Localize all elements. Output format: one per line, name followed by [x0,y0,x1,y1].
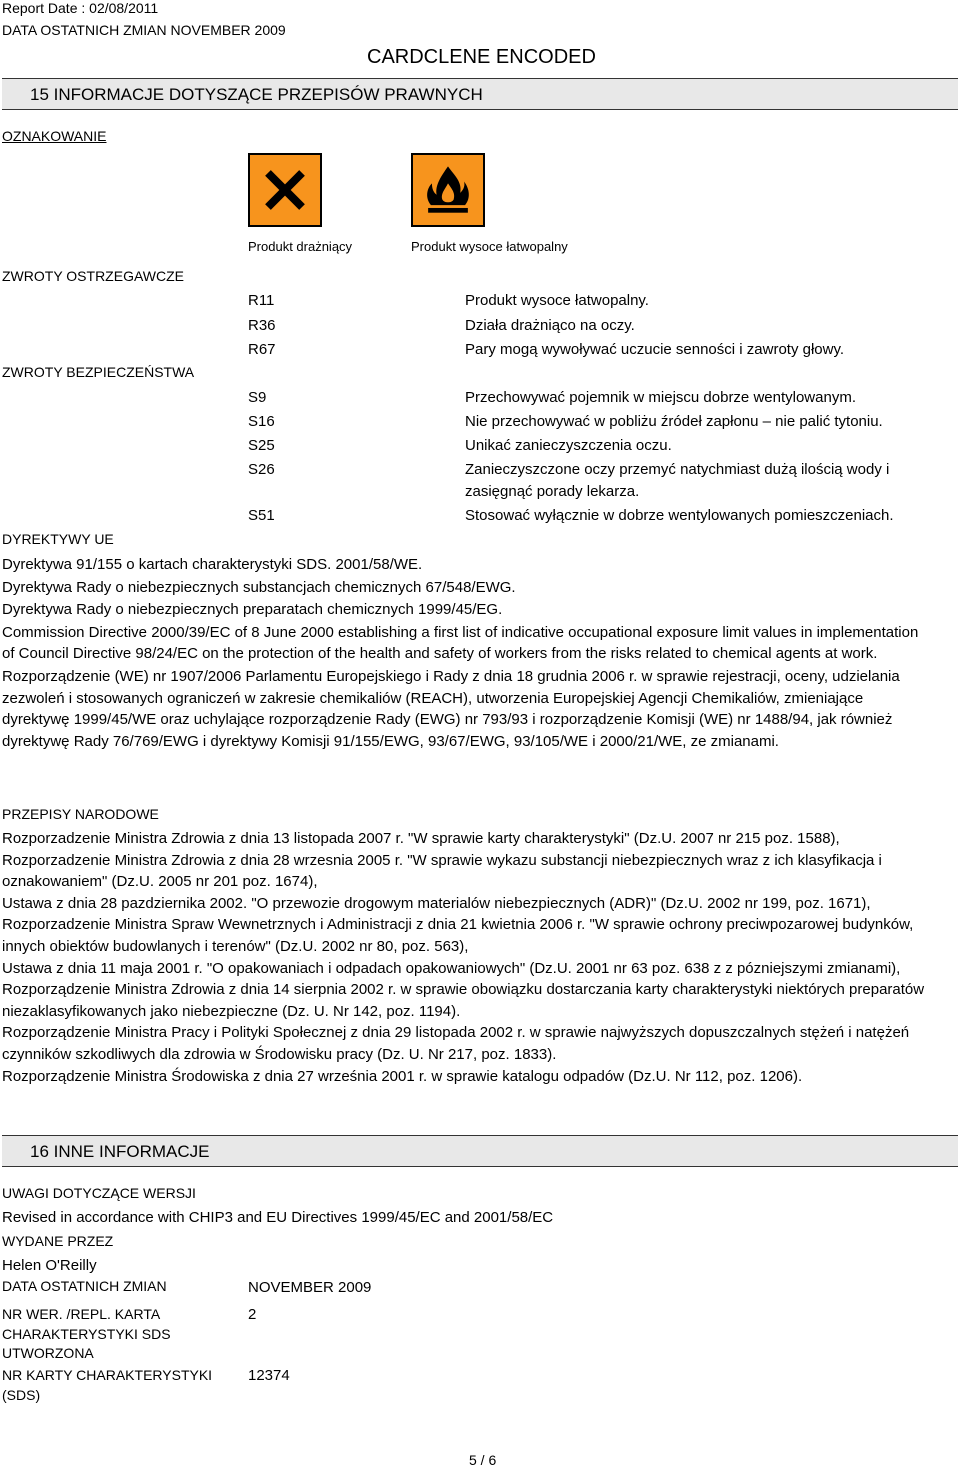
sds-number-value: 12374 [248,1367,290,1384]
flammable-pictogram [411,153,485,227]
irritant-pictogram [248,153,322,227]
national-regulation: Ustawa z dnia 28 pazdziernika 2002. "O przewozie drogowym materialów niebezpiecznych (ADR)" (Dz.U. 2002 nr 199, poz. 1671), [2,894,871,912]
version-notes-text: Revised in accordance with CHIP3 and EU Directives 1999/45/EC and 2001/58/EC [2,1209,554,1226]
eu-directives-list [2,554,932,752]
national-regulation: Ustawa z dnia 11 maja 2001 r. "O opakowaniach i odpadach opakowaniowych" (Dz.U. 2001 nr 63 poz. 638 z z pózniejszymi zmianami), Rozporządzenie Ministra Zdrowia z dnia 14 sierpnia 2002 r. w sprawie obowiązku dostarczania karty charakterystyki niektórych preparatów niezaklasyfikowanych jako niebezpieczne (Dz. U. Nr 142, poz. 1194). [2,959,925,1020]
section-15-title: 15 INFORMACJE DOTYSZĄCE PRZEPISÓW PRAWNYCH [30,85,483,104]
version-notes-label: UWAGI DOTYCZĄCE WERSJI [2,1185,196,1201]
labeling-label: OZNAKOWANIE [2,128,107,144]
flammable-flame-icon [413,155,483,225]
risk-text: Pary mogą wywoływać uczucie senności i zawroty głowy. [465,341,845,358]
risk-code: R11 [248,292,275,309]
irritant-cross-icon [250,155,320,225]
risk-text: Produkt wysoce łatwopalny. [465,292,649,309]
last-change-date-label: DATA OSTATNICH ZMIAN [2,1278,167,1294]
last-change-date-value: NOVEMBER 2009 [248,1279,372,1296]
issued-by-value: Helen O'Reilly [2,1257,97,1274]
section-15-header [2,78,958,110]
safety-text: Nie przechowywać w pobliżu źródeł zapłonu – nie palić tytoniu. [465,413,883,430]
eu-directive: Commission Directive 2000/39/EC of 8 June 2000 establishing a first list of indicative occupational exposure limit values in implementation of Council Directive 98/24/EC on the protection of the health and safety of workers from the risks related to chemical agents at work. [2,623,919,663]
product-name: CARDCLENE ENCODED [367,46,596,68]
national-regulation: Rozporządzenie Ministra Pracy i Polityki Społecznej z dnia 29 listopada 2002 r. w sprawie najwyższych dopuszczalnych stężeń i natężeń czynników szkodliwych dla zdrowia w Środowisku pracy (Dz. U. Nr 217, poz. 1833). [2,1024,910,1063]
safety-text: Unikać zanieczyszczenia oczu. [465,437,672,454]
safety-text-continued: zasięgnąć porady lekarza. [465,483,640,500]
eu-directives-label: DYREKTYWY UE [2,531,114,547]
national-regulation: Rozporządzenie Ministra Środowiska z dnia 27 września 2001 r. w sprawie katalogu odpadów (Dz.U. Nr 112, poz. 1206). [2,1067,803,1085]
eu-directive: Dyrektywa 91/155 o kartach charakterystyki SDS. 2001/58/WE. [2,556,423,573]
eu-directive: Dyrektywa Rady o niebezpiecznych substancjach chemicznych 67/548/EWG. [2,578,516,596]
section-16-header [2,1135,958,1167]
safety-code: S16 [248,413,275,430]
eu-directive: Rozporządzenie (WE) nr 1907/2006 Parlamentu Europejskiego i Rady z dnia 18 grudnia 2006 r. w sprawie rejestracji, oceny, udzielania zezwoleń i stosowanych ograniczeń w zakresie chemikaliów (REACH), utworzenia Europejskiej Agencji Chemikaliów, zmieniające dyrektywę 1999/45/WE oraz uchylające rozporządzenie Rady (EWG) nr 793/93 i rozporządzenie Komisji (WE) nr 1488/94, jak również dyrektywę Rady 76/769/EWG i dyrektywy Komisji 91/155/EWG, 93/67/EWG, 93/105/WE i 2000/21/WE, ze zmianami. [2,667,900,750]
risk-phrases-label: ZWROTY OSTRZEGAWCZE [2,268,184,284]
report-date: Report Date : 02/08/2011 [2,0,159,16]
eu-directive: Dyrektywa Rady o niebezpiecznych preparatach chemicznych 1999/45/EG. [2,601,503,619]
risk-code: R67 [248,341,276,358]
national-regulation: Rozporzadzenie Ministra Zdrowia z dnia 28 wrzesnia 2005 r. "W sprawie wykazu substancji niebezpiecznych wraz z ich klasyfikacja i oznakowaniem" (Dz.U. 2005 nr 201 poz. 1674), [2,851,882,891]
revision-date: DATA OSTATNICH ZMIAN NOVEMBER 2009 [2,22,286,38]
safety-code: S9 [248,389,267,406]
national-regulations-label: PRZEPISY NARODOWE [2,806,159,822]
safety-phrases-label: ZWROTY BEZPIECZEŃSTWA [2,364,195,380]
safety-text: Zanieczyszczone oczy przemyć natychmiast dużą ilością wody i [465,461,890,478]
section-16-title: 16 INNE INFORMACJE [30,1142,210,1161]
revision-number-label: NR WER. /REPL. KARTA CHARAKTERYSTYKI SDS UTWORZONA [2,1306,171,1361]
irritant-caption: Produkt drażniący [248,239,353,254]
safety-text: Przechowywać pojemnik w miejscu dobrze wentylowanym. [465,389,856,406]
national-regulation: Rozporzadzenie Ministra Spraw Wewnetrznych i Administracji z dnia 21 kwietnia 2006 r. "W sprawie ochrony preciwpozarowej budynków, innych obiektów budowlanych i terenów" (Dz.U. 2002 nr 80, poz. 563), [2,916,914,955]
safety-code: S26 [248,461,275,478]
risk-code: R36 [248,317,276,334]
page-number: 5 / 6 [469,1452,497,1468]
national-regulation: Rozporzadzenie Ministra Zdrowia z dnia 13 listopada 2007 r. "W sprawie karty charakterystyki" (Dz.U. 2007 nr 215 poz. 1588), [2,830,840,847]
issued-by-label: WYDANE PRZEZ [2,1233,114,1249]
revision-number-value: 2 [248,1306,257,1323]
sds-number-label: NR KARTY CHARAKTERYSTYKI (SDS) [2,1367,213,1403]
risk-text: Działa drażniąco na oczy. [465,317,635,334]
national-regulations-list [2,828,932,1087]
safety-code: S25 [248,437,275,454]
safety-text: Stosować wyłącznie w dobrze wentylowanych pomieszczeniach. [465,507,894,524]
flammable-caption: Produkt wysoce łatwopalny [411,239,568,254]
safety-code: S51 [248,507,275,524]
